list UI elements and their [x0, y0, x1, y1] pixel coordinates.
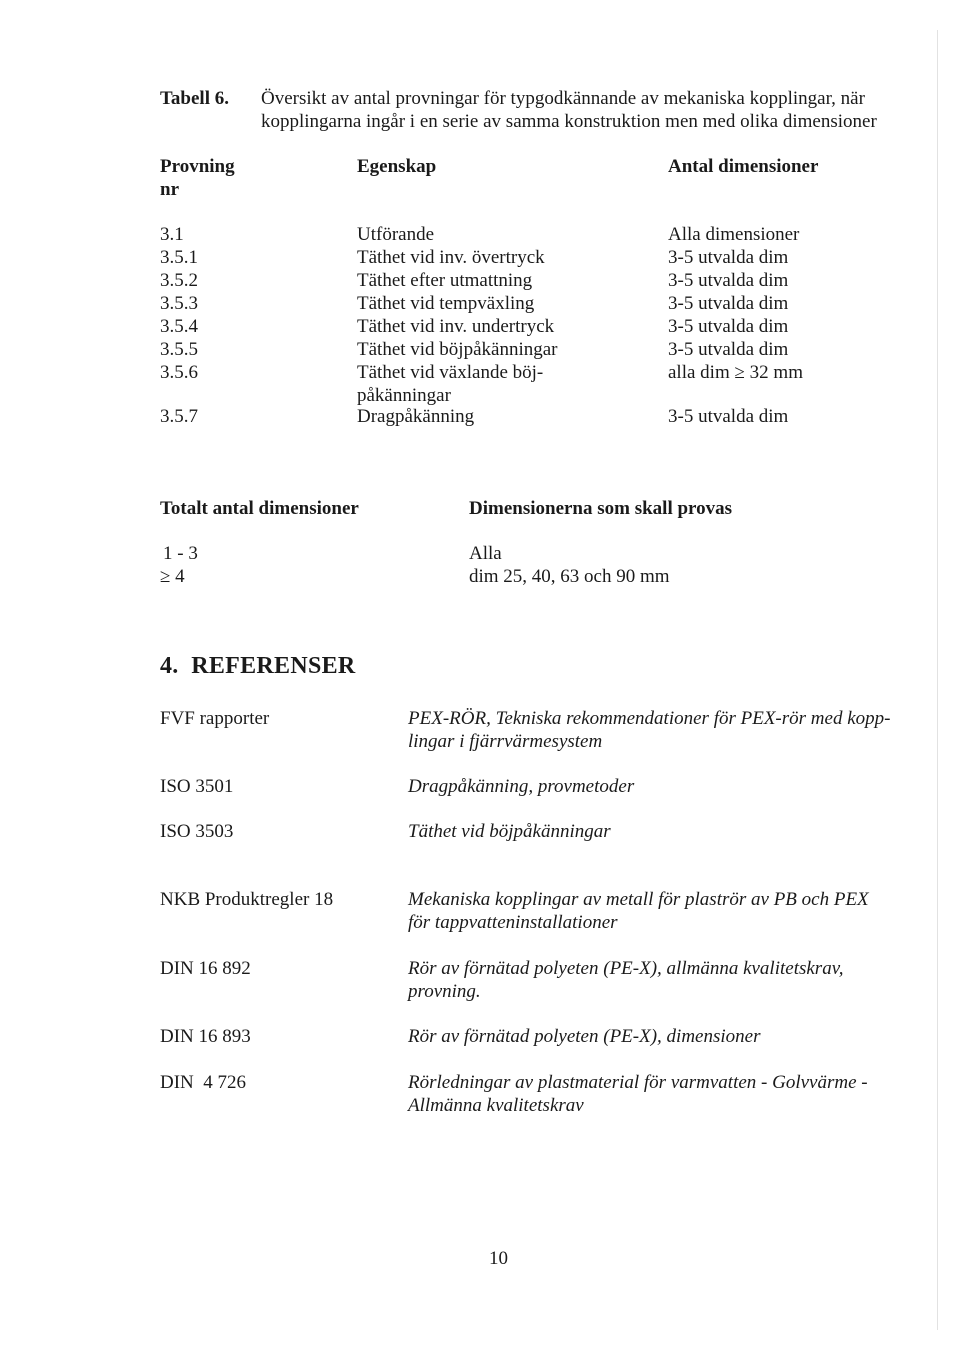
- test-property: Täthet vid tempväxling: [357, 293, 535, 314]
- test-dimension-count: 3-5 utvalda dim: [668, 339, 789, 360]
- test-number: 3.5.4: [160, 316, 198, 337]
- test-dimension-count: 3-5 utvalda dim: [668, 293, 789, 314]
- test-property: Täthet vid böjpåkänningar: [357, 339, 558, 360]
- scan-edge-line: [937, 30, 938, 1330]
- test-dimension-count: 3-5 utvalda dim: [668, 247, 789, 268]
- reference-source: FVF rapporter: [160, 708, 270, 729]
- reference-source: DIN 16 892: [160, 958, 251, 979]
- test-number: 3.5.1: [160, 247, 198, 268]
- test-number: 3.1: [160, 224, 184, 245]
- reference-title: Mekaniska kopplingar av metall för plaströr av PB och PEX: [408, 889, 869, 910]
- header-test-number: Provning: [160, 156, 235, 177]
- reference-source: DIN 16 893: [160, 1026, 251, 1047]
- references-heading: 4. REFERENSER: [160, 653, 356, 679]
- test-number: 3.5.5: [160, 339, 198, 360]
- test-number: 3.5.3: [160, 293, 198, 314]
- header-property: Egenskap: [357, 156, 437, 177]
- table-caption-line1: Översikt av antal provningar för typgodkännande av mekaniska kopplingar, när: [261, 88, 865, 109]
- reference-title-line2: lingar i fjärrvärmesystem: [408, 731, 603, 752]
- reference-title: Rörledningar av plastmaterial för varmvatten - Golvvärme -: [408, 1072, 868, 1093]
- test-property: Utförande: [357, 224, 435, 245]
- page-number: 10: [489, 1248, 508, 1269]
- test-number: 3.5.7: [160, 406, 198, 427]
- header-dimensions-to-test: Dimensionerna som skall provas: [469, 498, 733, 519]
- header-total-dimensions: Totalt antal dimensioner: [160, 498, 359, 519]
- total-dimensions-value: 1 - 3: [163, 543, 198, 564]
- header-test-number-line2: nr: [160, 179, 179, 200]
- reference-title: Rör av förnätad polyeten (PE-X), allmänna kvalitetskrav,: [408, 958, 844, 979]
- test-dimension-count: 3-5 utvalda dim: [668, 270, 789, 291]
- reference-source: DIN 4 726: [160, 1072, 247, 1093]
- test-dimension-count: alla dim ≥ 32 mm: [668, 362, 803, 383]
- reference-source: ISO 3503: [160, 821, 234, 842]
- test-dimension-count: 3-5 utvalda dim: [668, 406, 789, 427]
- reference-title-line2: provning.: [408, 981, 481, 1002]
- test-dimension-count: 3-5 utvalda dim: [668, 316, 789, 337]
- dimensions-to-test-value: Alla: [469, 543, 502, 564]
- reference-title: PEX-RÖR, Tekniska rekommendationer för PEX-rör med kopp-: [408, 708, 891, 729]
- reference-source: ISO 3501: [160, 776, 234, 797]
- total-dimensions-value: ≥ 4: [160, 566, 185, 587]
- test-number: 3.5.6: [160, 362, 198, 383]
- reference-title: Rör av förnätad polyeten (PE-X), dimensioner: [408, 1026, 761, 1047]
- test-number: 3.5.2: [160, 270, 198, 291]
- dimensions-to-test-value: dim 25, 40, 63 och 90 mm: [469, 566, 670, 587]
- test-property: Täthet efter utmattning: [357, 270, 533, 291]
- test-property-line2: påkänningar: [357, 385, 451, 406]
- test-property: Täthet vid inv. undertryck: [357, 316, 555, 337]
- table-caption-line2: kopplingarna ingår i en serie av samma konstruktion men med olika dimensioner: [261, 111, 877, 132]
- reference-title-line2: för tappvatteninstallationer: [408, 912, 618, 933]
- table-label: Tabell 6.: [160, 88, 229, 109]
- reference-title: Dragpåkänning, provmetoder: [408, 776, 635, 797]
- test-property: Täthet vid inv. övertryck: [357, 247, 545, 268]
- test-dimension-count: Alla dimensioner: [668, 224, 800, 245]
- reference-title: Täthet vid böjpåkänningar: [408, 821, 611, 842]
- reference-source: NKB Produktregler 18: [160, 889, 334, 910]
- header-dimension-count: Antal dimensioner: [668, 156, 819, 177]
- reference-title-line2: Allmänna kvalitetskrav: [408, 1095, 584, 1116]
- test-property: Täthet vid växlande böj-: [357, 362, 544, 383]
- test-property: Dragpåkänning: [357, 406, 475, 427]
